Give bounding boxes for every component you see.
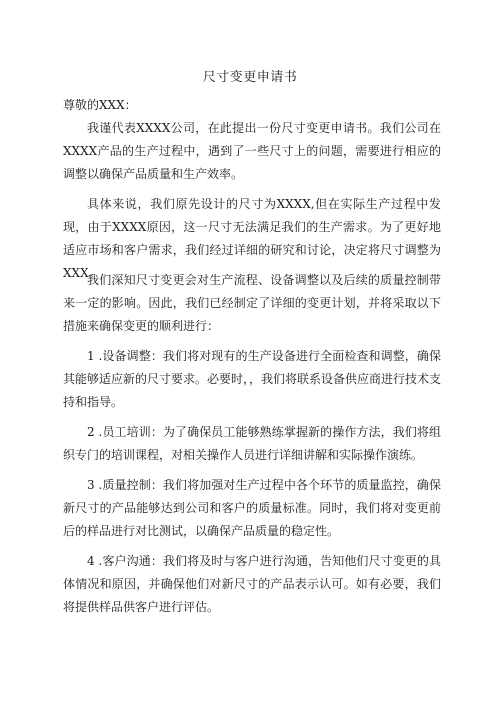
paragraph-impact: 我们深知尺寸变更会对生产流程、设备调整以及后续的质量控制带来一定的影响。因此，我们已经制定了详细的变更计划，并将采取以下措施来确保变更的顺利进行：	[63, 273, 441, 333]
document-title: 尺寸变更申请书	[202, 70, 298, 85]
paragraph-equipment-adjustment: 1 .设备调整：我们将对现有的生产设备进行全面检查和调整，确保其能够适应新的尺寸要求。必要时，，我们将联系设备供应商进行技术支持和指导。	[63, 349, 442, 409]
paragraph-quality-control: 3 .质量控制：我们将加强对生产过程中各个环节的质量监控，确保新尺寸的产品能够达到公司和客户的质量标准。同时，我们将对变更前后的样品进行对比测试，以确保产品质量的稳定性。	[63, 478, 441, 538]
paragraph-details: 具体来说，我们原先设计的尺寸为XXXX,但在实际生产过程中发现，由于XXXX原因，这一尺寸无法满足我们的生产需求。为了更好地适应市场和客户需求，我们经过详细的研究和讨论，决定将尺寸调整为XXX。	[63, 197, 441, 280]
salutation: 尊敬的XXX：	[63, 98, 137, 112]
paragraph-staff-training: 2 .员工培训：为了确保员工能够熟练掌握新的操作方法，我们将组织专门的培训课程，对相关操作人员进行详细讲解和实际操作演练。	[63, 425, 441, 462]
paragraph-intro: 我谨代表XXXX公司，在此提出一份尺寸变更申请书。我们公司在XXXX产品的生产过程中，遇到了一些尺寸上的问题，需要进行相应的调整以确保产品质量和生产效率。	[63, 121, 441, 181]
paragraph-customer-communication: 4 .客户沟通：我们将及时与客户进行沟通，告知他们尺寸变更的具体情况和原因，并确保他们对新尺寸的产品表示认可。如有必要，我们将提供样品供客户进行评估。	[63, 554, 441, 614]
